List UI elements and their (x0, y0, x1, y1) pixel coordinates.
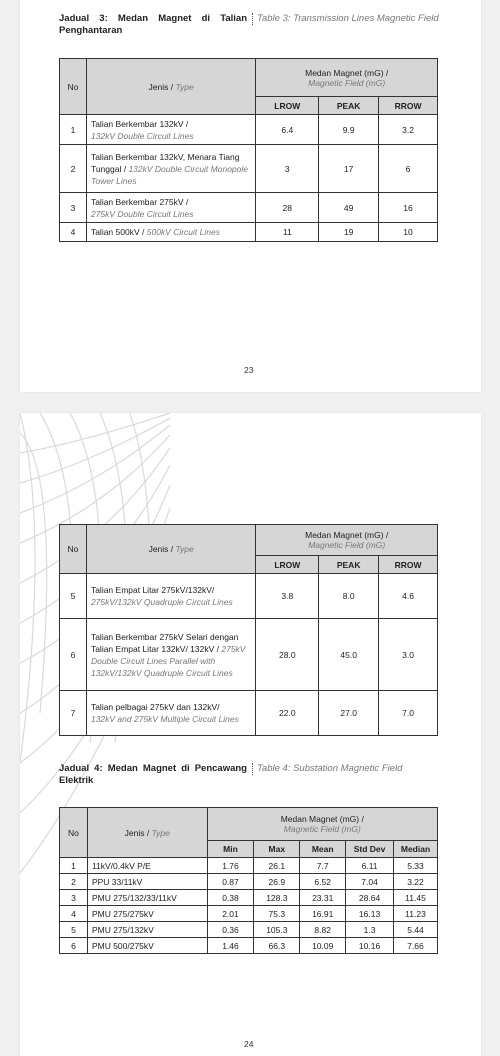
row-lrow: 28 (256, 193, 319, 223)
row-no: 5 (60, 922, 88, 938)
header-magnetic-field: Medan Magnet (mG) / Magnetic Field (mG) (256, 59, 438, 97)
row-rrow: 7.0 (379, 691, 438, 736)
table-row (60, 938, 438, 954)
row-type: Talian Berkembar 275kV Selari dengan Talian Empat Litar 132kV/ 132kV / 275kV Double Circuit Lines Parallel with 132kV/132kV Quadruple Circuit Lines (86, 619, 255, 691)
table-row (60, 619, 438, 691)
row-rrow: 4.6 (379, 574, 438, 619)
row-mean: 10.09 (300, 938, 346, 954)
row-median: 3.22 (394, 874, 438, 890)
row-std-dev: 7.04 (346, 874, 394, 890)
row-peak: 8.0 (319, 574, 379, 619)
header-type: Jenis / Type (86, 59, 255, 115)
header-std-dev: Std Dev (346, 841, 394, 858)
row-min: 0.38 (207, 890, 254, 906)
row-type: Talian pelbagai 275kV dan 132kV/ 132kV and 275kV Multiple Circuit Lines (86, 691, 255, 736)
table-row (60, 223, 438, 242)
table-row (60, 906, 438, 922)
row-no: 3 (60, 193, 87, 223)
page-number: 23 (244, 365, 254, 375)
table-row (60, 574, 438, 619)
header-median: Median (394, 841, 438, 858)
table3-continued (59, 524, 438, 736)
row-max: 26.9 (254, 874, 300, 890)
row-max: 75.3 (254, 906, 300, 922)
table-row (60, 691, 438, 736)
header-max: Max (254, 841, 300, 858)
header-type: Jenis / Type (86, 525, 255, 574)
row-min: 1.46 (207, 938, 254, 954)
row-no: 7 (60, 691, 87, 736)
row-no: 1 (60, 115, 87, 145)
row-type: PMU 275/132/33/11kV (87, 890, 207, 906)
row-lrow: 6.4 (256, 115, 319, 145)
header-peak: PEAK (319, 97, 379, 115)
table-row (60, 922, 438, 938)
row-max: 26.1 (254, 858, 300, 874)
row-rrow: 3.2 (379, 115, 438, 145)
table-row (60, 115, 438, 145)
row-lrow: 22.0 (256, 691, 319, 736)
row-type: Talian 500kV / 500kV Circuit Lines (86, 223, 255, 242)
table4-caption-english: Table 4: Substation Magnetic Field (252, 763, 452, 775)
table3 (59, 58, 438, 242)
header-rrow: RROW (379, 97, 438, 115)
row-no: 2 (60, 874, 88, 890)
header-magnetic-field: Medan Magnet (mG) / Magnetic Field (mG) (256, 525, 438, 556)
table-row (60, 193, 438, 223)
header-type: Jenis / Type (87, 808, 207, 858)
row-type: PMU 275/132kV (87, 922, 207, 938)
row-peak: 49 (319, 193, 379, 223)
row-min: 0.36 (207, 922, 254, 938)
row-peak: 19 (319, 223, 379, 242)
table4 (59, 807, 438, 954)
row-median: 11.45 (394, 890, 438, 906)
header-mean: Mean (300, 841, 346, 858)
row-lrow: 28.0 (256, 619, 319, 691)
row-std-dev: 1.3 (346, 922, 394, 938)
table3-caption-malay: Jadual 3: Medan Magnet di Talian Penghantaran (59, 13, 247, 36)
row-rrow: 6 (379, 145, 438, 193)
row-no: 2 (60, 145, 87, 193)
row-type: Talian Berkembar 275kV / 275kV Double Circuit Lines (86, 193, 255, 223)
row-peak: 27.0 (319, 691, 379, 736)
table4-caption-malay: Jadual 4: Medan Magnet di Pencawang Elektrik (59, 763, 247, 786)
header-rrow: RROW (379, 556, 438, 574)
row-no: 3 (60, 890, 88, 906)
row-peak: 45.0 (319, 619, 379, 691)
page-24 (20, 413, 481, 1056)
page-number: 24 (244, 1039, 254, 1049)
table-row (60, 890, 438, 906)
row-median: 5.33 (394, 858, 438, 874)
row-min: 2.01 (207, 906, 254, 922)
row-std-dev: 6.11 (346, 858, 394, 874)
table3-caption-english: Table 3: Transmission Lines Magnetic Field (252, 13, 452, 25)
row-type: 11kV/0.4kV P/E (87, 858, 207, 874)
row-median: 5.44 (394, 922, 438, 938)
row-std-dev: 28.64 (346, 890, 394, 906)
row-no: 6 (60, 938, 88, 954)
header-no: No (60, 59, 87, 115)
row-mean: 6.52 (300, 874, 346, 890)
row-mean: 16.91 (300, 906, 346, 922)
row-type: Talian Berkembar 132kV / 132kV Double Circuit Lines (86, 115, 255, 145)
row-no: 4 (60, 906, 88, 922)
row-mean: 8.82 (300, 922, 346, 938)
row-median: 7.66 (394, 938, 438, 954)
header-magnetic-field: Medan Magnet (mG) / Magnetic Field (mG) (207, 808, 437, 841)
row-min: 0.87 (207, 874, 254, 890)
row-rrow: 10 (379, 223, 438, 242)
row-type: PMU 275/275kV (87, 906, 207, 922)
header-min: Min (207, 841, 254, 858)
table-row (60, 145, 438, 193)
header-lrow: LROW (256, 556, 319, 574)
row-peak: 9.9 (319, 115, 379, 145)
row-rrow: 16 (379, 193, 438, 223)
row-type: PMU 500/275kV (87, 938, 207, 954)
row-rrow: 3.0 (379, 619, 438, 691)
row-mean: 23.31 (300, 890, 346, 906)
row-lrow: 11 (256, 223, 319, 242)
row-type: Talian Empat Litar 275kV/132kV/ 275kV/132kV Quadruple Circuit Lines (86, 574, 255, 619)
row-no: 5 (60, 574, 87, 619)
header-no: No (60, 525, 87, 574)
header-no: No (60, 808, 88, 858)
table-row (60, 874, 438, 890)
row-no: 1 (60, 858, 88, 874)
row-max: 128.3 (254, 890, 300, 906)
row-max: 66.3 (254, 938, 300, 954)
row-median: 11.23 (394, 906, 438, 922)
row-no: 6 (60, 619, 87, 691)
row-peak: 17 (319, 145, 379, 193)
row-min: 1.76 (207, 858, 254, 874)
row-std-dev: 16.13 (346, 906, 394, 922)
page-23 (20, 0, 481, 392)
row-lrow: 3.8 (256, 574, 319, 619)
header-lrow: LROW (256, 97, 319, 115)
header-peak: PEAK (319, 556, 379, 574)
row-lrow: 3 (256, 145, 319, 193)
row-std-dev: 10.16 (346, 938, 394, 954)
table-row (60, 858, 438, 874)
row-no: 4 (60, 223, 87, 242)
row-type: PPU 33/11kV (87, 874, 207, 890)
row-type: Talian Berkembar 132kV, Menara Tiang Tunggal / 132kV Double Circuit Monopole Tower Lines (86, 145, 255, 193)
row-mean: 7.7 (300, 858, 346, 874)
row-max: 105.3 (254, 922, 300, 938)
